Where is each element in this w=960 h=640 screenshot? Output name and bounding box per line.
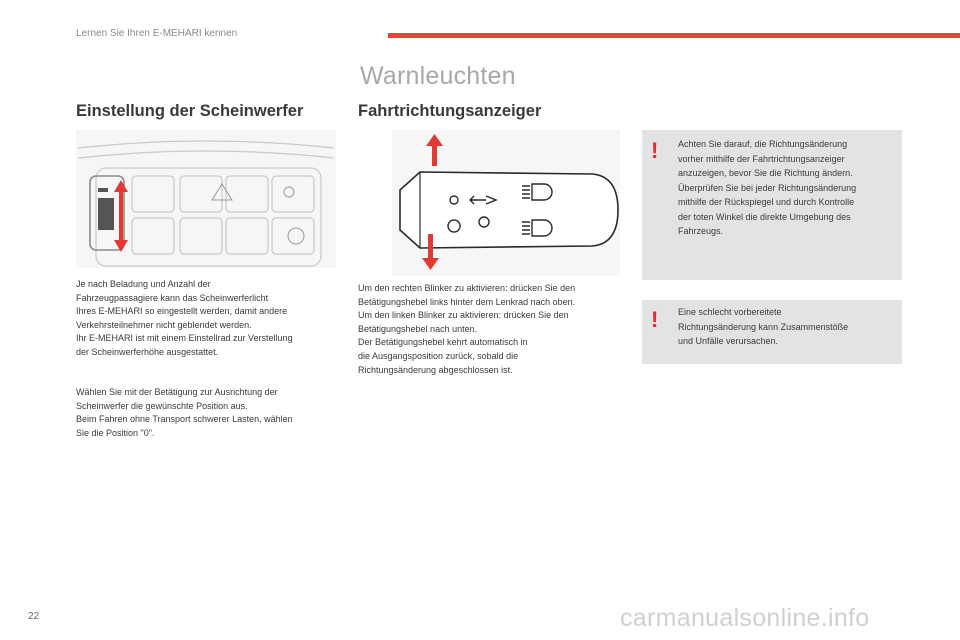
text-line: und Unfälle verursachen. [678,336,779,346]
text-line: Ihres E-MEHARI so eingestellt werden, damit andere [76,306,288,317]
turn-signal-title: Fahrtrichtungsanzeiger [358,102,542,120]
text-line: der Scheinwerferhöhe ausgestattet. [76,346,219,357]
warning-box-accident-risk [642,300,902,364]
text-line: Eine schlecht vorbereitete [678,307,782,317]
running-header: Lernen Sie Ihren E-MEHARI kennen [76,28,238,39]
text-line: Um den rechten Blinker zu aktivieren: drücken Sie den [358,283,576,293]
headlight-adjust-paragraph-2 [76,386,293,440]
text-line: Betätigungshebel links hinter dem Lenkrad nach oben. [358,296,576,307]
headlight-adjust-paragraph-1 [76,278,293,360]
header-accent-bar [388,33,960,38]
text-line: mithilfe der Rückspiegel und durch Kontrolle [678,197,855,207]
text-line: die Ausgangsposition zurück, sobald die [358,350,519,361]
warning-text [678,137,856,239]
text-line: Verkehrsteilnehmer nicht geblendet werden. [76,319,252,330]
headlight-adjust-title: Einstellung der Scheinwerfer [76,102,304,120]
stalk-lever-drawing [392,130,620,276]
text-line: Überprüfen Sie bei jeder Richtungsänderung [678,182,857,193]
page-number: 22 [28,611,40,622]
text-line: Je nach Beladung und Anzahl der [76,279,211,289]
text-line: Um den linken Blinker zu aktivieren: drücken Sie den [358,310,569,321]
text-line: Richtungsänderung kann Zusammenstöße [678,321,849,332]
watermark: carmanualsonline.info [620,604,870,632]
warning-icon: ! [651,307,659,332]
text-line: Wählen Sie mit der Betätigung zur Ausrichtung der [76,387,278,397]
text-line: Fahrzeugs. [678,226,724,236]
text-line: anzuzeigen, bevor Sie die Richtung ändern. [678,168,853,178]
dashboard-switch-panel-drawing [76,130,336,268]
text-line: Beim Fahren ohne Transport schwerer Lasten, wählen [76,414,293,425]
turn-signal-stalk-illustration [392,130,620,276]
text-line: Fahrzeugpassagiere kann das Scheinwerferlicht [76,292,269,303]
text-line: Sie die Position "0". [76,427,155,438]
text-line: der toten Winkel die direkte Umgebung des [678,211,851,222]
text-line: Der Betätigungshebel kehrt automatisch in [358,337,528,348]
text-line: Betätigungshebel nach unten. [358,323,478,334]
text-line: Scheinwerfer die gewünschte Position aus. [76,400,248,411]
headlight-adjust-illustration [76,130,336,268]
text-line: Ihr E-MEHARI ist mit einem Einstellrad zur Verstellung [76,333,293,344]
section-title: Warnleuchten [360,62,516,90]
text-line: Richtungsänderung abgeschlossen ist. [358,364,513,375]
text-line: vorher mithilfe der Fahrtrichtungsanzeiger [678,153,845,164]
warning-box-signal-usage [642,130,902,280]
text-line: Achten Sie darauf, die Richtungsänderung [678,139,848,149]
warning-icon: ! [651,138,659,163]
warning-text [678,305,848,349]
turn-signal-paragraph [358,282,575,377]
